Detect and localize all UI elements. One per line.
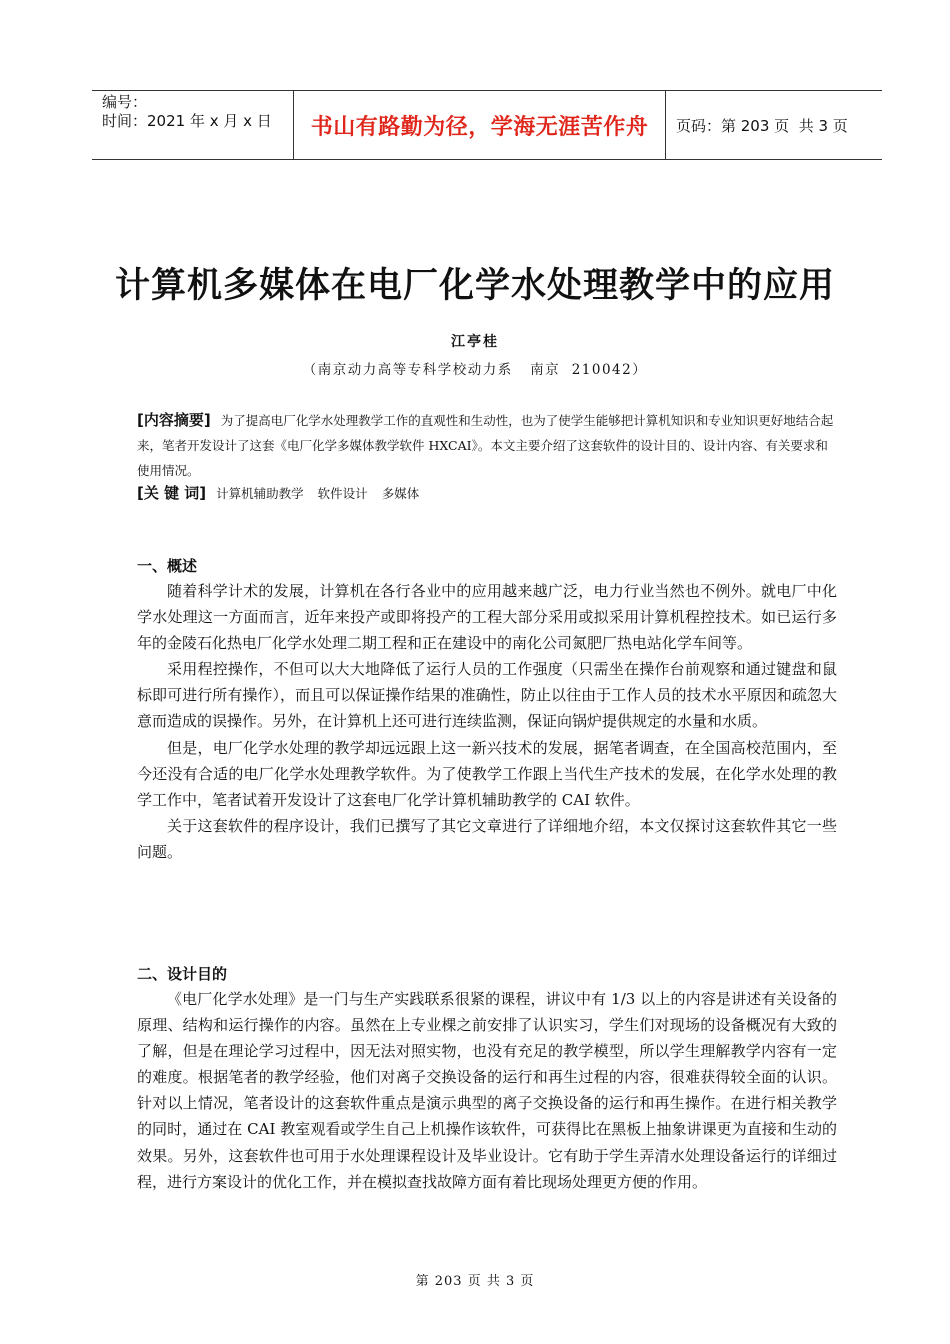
document-time-label: 时间：2021 年 x 月 x 日 xyxy=(102,112,272,130)
author-affiliation: （南京动力高等专科学校动力系 南京 210042） xyxy=(302,362,648,378)
paragraph: 《电厂化学水处理》是一门与生产实践联系很紧的课程，讲议中有 1/3 以上的内容是讲述有关设备的原理、结构和运行操作的内容。虽然在上专业棵之前安排了认识实习，学生们对现场的设备概况有大致的了解，但是在理论学习过程中，因无法对照实物，也没有充足的教学模型，所以学生理解教学内容有一定的难度。根据笔者的教学经验，他们对离子交换设备的运行和再生过程的内容，很难获得较全面的认识。针对以上情况，笔者设计的这套软件重点是演示典型的离子交换设备的运行和再生操作。在进行相关教学的同时，通过在 CAI 教室观看或学生自己上机操作该软件，可获得比在黑板上抽象讲课更为直接和生动的效果。另外，这套软件也可用于水处理课程设计及毕业设计。它有助于学生弄清水处理设备运行的详细过程，进行方案设计的优化工作，并在模拟查找故障方面有着比现场处理更方便的作用。 xyxy=(137,990,837,1191)
paragraph: 随着科学计术的发展，计算机在各行各业中的应用越来越广泛，电力行业当然也不例外。就电厂中化学水处理这一方面而言，近年来投产或即将投产的工程大部分采用或拟采用计算机程控技术。如已运行多年的金陵石化热电厂化学水处理二期工程和正在建设中的南化公司氮肥厂热电站化学车间等。 xyxy=(137,582,837,653)
page-footer: 第 203 页 共 3 页 xyxy=(415,1274,535,1289)
header-meta xyxy=(92,91,293,159)
keywords-label: [关 键 词] xyxy=(137,484,207,502)
header-slogan: 书山有路勤为径，学海无涯苦作舟 xyxy=(293,91,666,159)
abstract xyxy=(137,408,837,483)
section-design-purpose xyxy=(137,962,837,1195)
paragraph: 采用程控操作，不但可以大大地降低了运行人员的工作强度（只需坐在操作台前观察和通过键盘和鼠标即可进行所有操作），而且可以保证操作结果的准确性，防止以往由于工作人员的技术水平原因和疏忽大意而造成的误操作。另外，在计算机上还可进行连续监测，保证向锅炉提供规定的水量和水质。 xyxy=(137,660,837,731)
abstract-label: [内容摘要] xyxy=(137,411,211,429)
section-heading: 一、概述 xyxy=(137,557,198,575)
header-page-info xyxy=(666,91,882,159)
keyword-item: 软件设计 xyxy=(317,486,368,501)
section-heading: 二、设计目的 xyxy=(137,965,228,983)
header-page-info-text: 页码：第 203 页 共 3 页 xyxy=(676,116,848,135)
page-header xyxy=(92,90,882,160)
document-number-label: 编号： xyxy=(102,93,148,111)
keyword-item: 多媒体 xyxy=(381,486,420,501)
keywords xyxy=(137,481,837,506)
paragraph: 但是，电厂化学水处理的教学却远远跟上这一新兴技术的发展，据笔者调查，在全国高校范围内，至今还没有合适的电厂化学水处理教学软件。为了使教学工作跟上当代生产技术的发展，在化学水处理的教学工作中，笔者试着开发设计了这套电厂化学计算机辅助教学的 CAI 软件。 xyxy=(137,738,837,809)
document-title: 计算机多媒体在电厂化学水处理教学中的应用 xyxy=(114,266,835,306)
author-name: 江亭桂 xyxy=(451,334,499,350)
keyword-item: 计算机辅助教学 xyxy=(216,486,304,501)
section-overview xyxy=(137,554,837,865)
abstract-text: 为了提高电厂化学水处理教学工作的直观性和生动性，也为了使学生能够把计算机知识和专业知识更好地结合起来，笔者开发设计了这套《电厂化学多媒体教学软件 HXCAI》。本文主要介绍了这套软件的设计目的、设计内容、有关要求和使用情况。 xyxy=(137,413,834,478)
paragraph: 关于这套软件的程序设计，我们已撰写了其它文章进行了详细地介绍，本文仅探讨这套软件其它一些问题。 xyxy=(137,816,837,861)
